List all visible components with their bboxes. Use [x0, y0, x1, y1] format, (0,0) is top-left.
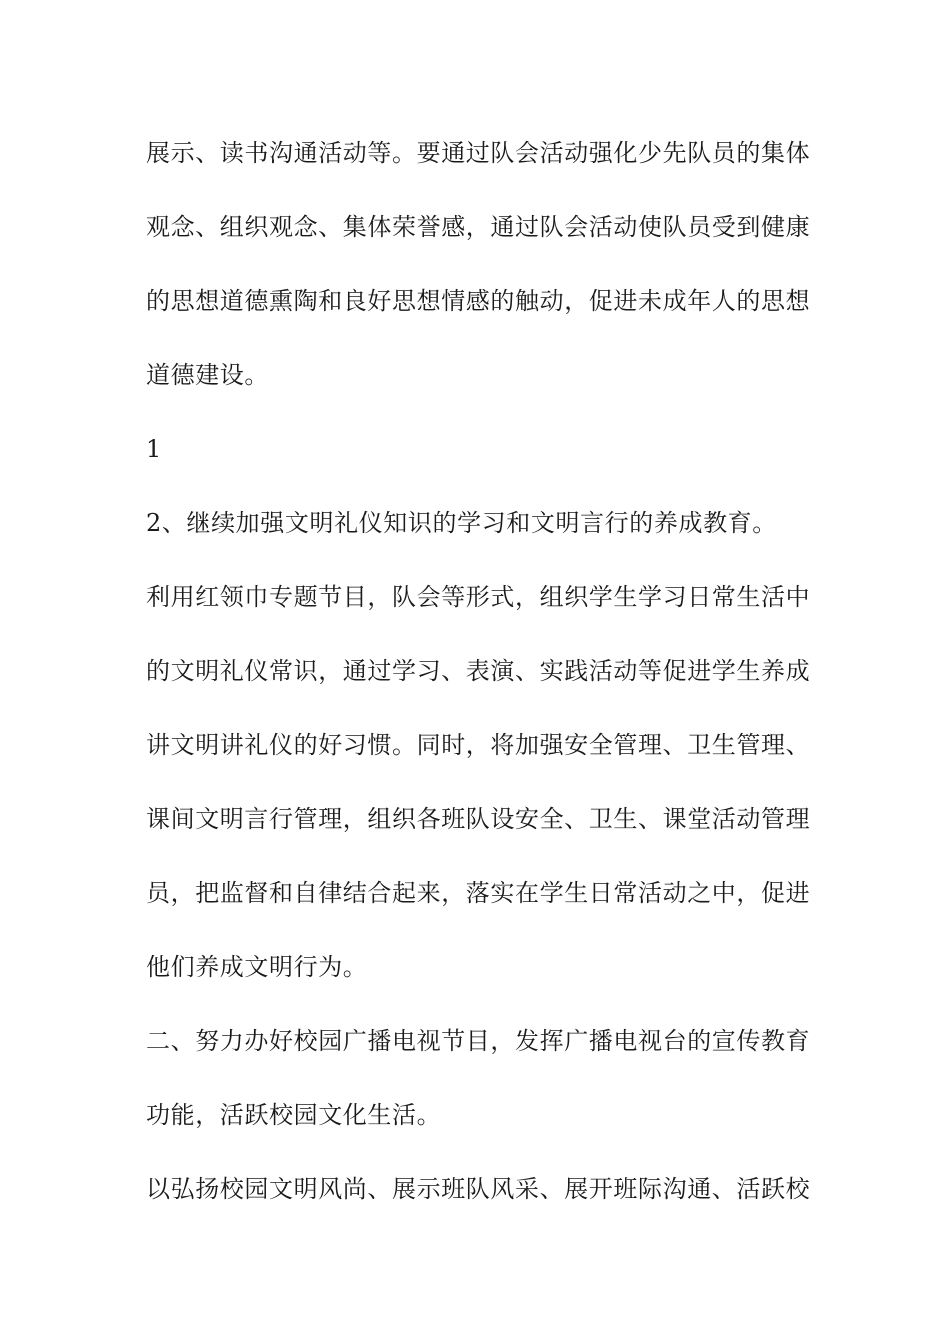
text-line: 以弘扬校园文明风尚、展示班队风采、展开班际沟通、活跃校 — [146, 1175, 811, 1203]
text-line: 讲文明讲礼仪的好习惯。同时，将加强安全管理、卫生管理、 — [146, 731, 811, 759]
text-line: 的文明礼仪常识，通过学习、表演、实践活动等促进学生养成 — [146, 657, 811, 685]
text-line: 他们养成文明行为。 — [146, 953, 368, 981]
text-line: 课间文明言行管理，组织各班队设安全、卫生、课堂活动管理 — [146, 805, 811, 833]
section-heading: 二、努力办好校园广播电视节目，发挥广播电视台的宣传教育 — [146, 1027, 811, 1055]
text-line: 利用红领巾专题节目，队会等形式，组织学生学习日常生活中 — [146, 583, 811, 611]
section-heading: 功能，活跃校园文化生活。 — [146, 1101, 442, 1129]
text-line: 员，把监督和自律结合起来，落实在学生日常活动之中，促进 — [146, 879, 811, 907]
text-line: 的思想道德熏陶和良好思想情感的触动，促进未成年人的思想 — [146, 287, 811, 315]
text-line: 展示、读书沟通活动等。要通过队会活动强化少先队员的集体 — [146, 139, 811, 167]
text-line: 观念、组织观念、集体荣誉感，通过队会活动使队员受到健康 — [146, 213, 811, 241]
text-line: 1 — [146, 435, 162, 463]
text-line: 道德建设。 — [146, 361, 269, 389]
section-heading: 2、继续加强文明礼仪知识的学习和文明言行的养成教育。 — [146, 509, 777, 537]
